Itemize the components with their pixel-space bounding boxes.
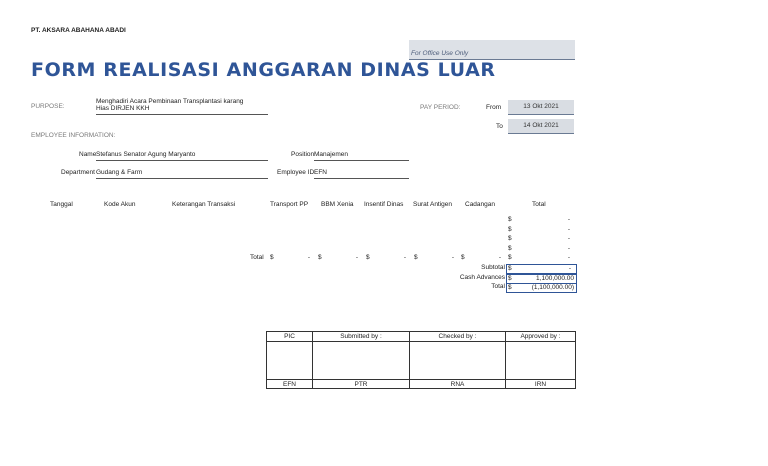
col-transport: Transport PP: [270, 201, 309, 208]
cash-advances-value: 1,100,000.00: [536, 275, 574, 282]
subtotal-box: [506, 264, 577, 274]
row-total-val: -: [567, 235, 570, 242]
employee-id-label: Employee ID: [277, 169, 315, 176]
pay-from-label: From: [486, 104, 502, 111]
name-label: Name: [79, 151, 97, 158]
total-transport-val: -: [307, 254, 310, 261]
sig-header-submitted: Submitted by :: [313, 332, 410, 342]
purpose-label: PURPOSE:: [31, 103, 65, 110]
total-cadangan-cur: $: [461, 254, 465, 261]
cash-advances-cur: $: [508, 275, 512, 282]
col-keterangan: Keterangan Transaksi: [172, 201, 236, 208]
pay-from-value[interactable]: 13 Okt 2021: [508, 100, 574, 115]
name-field[interactable]: Stefanus Senator Agung Maryanto: [96, 151, 268, 161]
row-total-cur: $: [508, 216, 512, 223]
subtotal-value: -: [568, 265, 571, 272]
department-label: Department: [61, 169, 95, 176]
sig-box-checked[interactable]: [410, 342, 506, 380]
grand-total-value: (1,100,000.00): [531, 284, 574, 291]
pay-to-value[interactable]: 14 Okt 2021: [508, 119, 574, 134]
subtotal-label: Subtotal: [481, 264, 505, 271]
col-bbm: BBM Xenia: [321, 201, 354, 208]
total-bbm-cur: $: [318, 254, 322, 261]
purpose-field[interactable]: [96, 98, 268, 115]
sig-name-pic: EFN: [267, 380, 313, 389]
col-cadangan: Cadangan: [465, 201, 495, 208]
row-total-val: -: [567, 245, 570, 252]
sig-header-pic: PIC: [267, 332, 313, 342]
employee-id-field[interactable]: EFN: [314, 169, 409, 179]
total-antigen-val: -: [451, 254, 454, 261]
col-total: Total: [532, 201, 546, 208]
form-title: FORM REALISASI ANGGARAN DINAS LUAR: [31, 59, 496, 81]
cash-advances-label: Cash Advances: [459, 274, 505, 281]
purpose-line-2: Hias DIRJEN KKH: [96, 105, 150, 112]
total-insentif-cur: $: [366, 254, 370, 261]
totals-row-label: Total: [250, 254, 264, 261]
total-bbm-val: -: [355, 254, 358, 261]
row-total-val: -: [567, 226, 570, 233]
department-field[interactable]: Gudang & Farm: [96, 169, 268, 179]
office-use-label: For Office Use Only: [411, 50, 469, 57]
sig-box-pic[interactable]: [267, 342, 313, 380]
row-total-cur: $: [508, 235, 512, 242]
col-tanggal: Tanggal: [50, 201, 73, 208]
sig-name-submitted: PTR: [313, 380, 410, 389]
employee-info-label: EMPLOYEE INFORMATION:: [31, 132, 116, 139]
company-name: PT. AKSARA ABAHANA ABADI: [31, 27, 126, 34]
total-cadangan-val: -: [498, 254, 501, 261]
position-field[interactable]: Manajemen: [314, 151, 409, 161]
pay-period-label: PAY PERIOD:: [420, 104, 461, 111]
sig-header-approved: Approved by :: [506, 332, 576, 342]
signature-table: [266, 331, 576, 389]
grand-total-label: Total: [491, 283, 505, 290]
col-kode-akun: Kode Akun: [104, 201, 136, 208]
col-insentif: Insentif Dinas: [364, 201, 404, 208]
total-total-val: -: [567, 254, 570, 261]
total-antigen-cur: $: [414, 254, 418, 261]
office-use-box: [409, 40, 575, 60]
purpose-line-1: Menghadiri Acara Pembinaan Transplantasi karang: [96, 98, 244, 105]
total-transport-cur: $: [270, 254, 274, 261]
sig-header-checked: Checked by :: [410, 332, 506, 342]
total-insentif-val: -: [403, 254, 406, 261]
sig-box-approved[interactable]: [506, 342, 576, 380]
sig-box-submitted[interactable]: [313, 342, 410, 380]
row-total-cur: $: [508, 245, 512, 252]
grand-total-box: [506, 283, 577, 293]
sig-name-checked: RNA: [410, 380, 506, 389]
subtotal-cur: $: [508, 265, 512, 272]
row-total-val: -: [567, 216, 570, 223]
sig-name-approved: IRN: [506, 380, 576, 389]
row-total-cur: $: [508, 226, 512, 233]
total-total-cur: $: [508, 254, 512, 261]
pay-to-label: To: [496, 123, 503, 130]
position-label: Position: [291, 151, 315, 158]
col-antigen: Surat Antigen: [413, 201, 453, 208]
grand-total-cur: $: [508, 284, 512, 291]
